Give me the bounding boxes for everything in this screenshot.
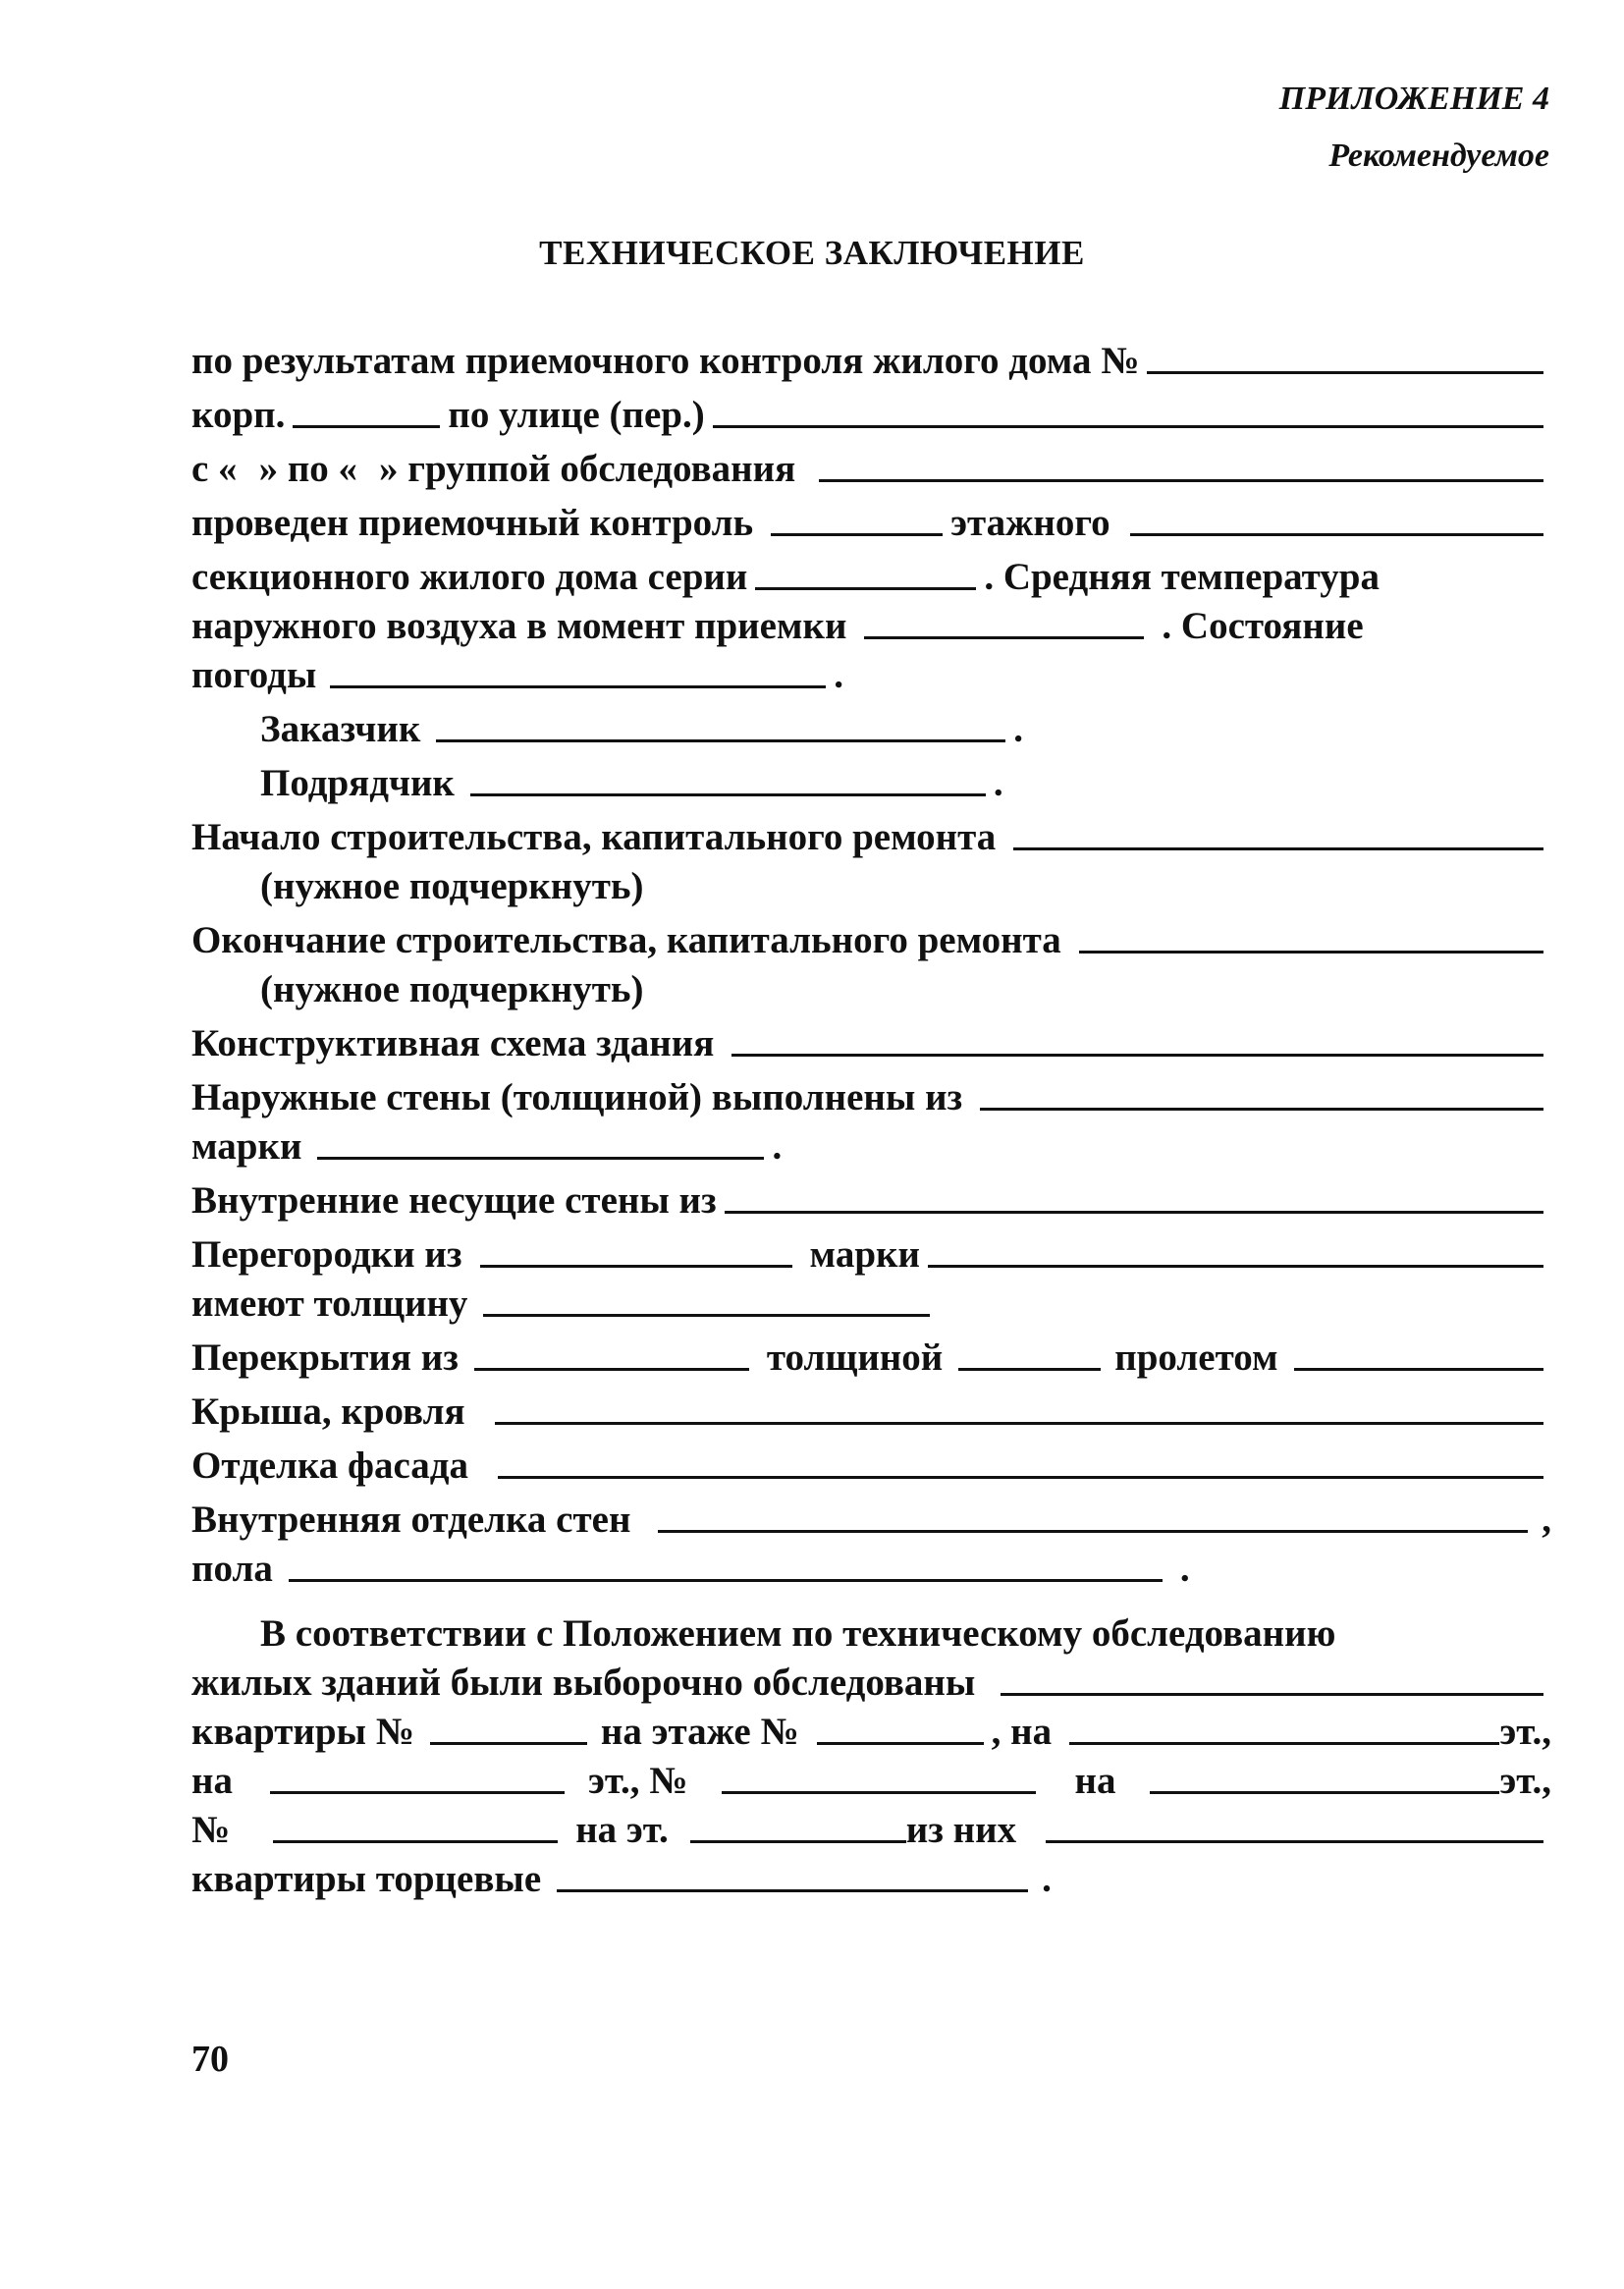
field-inner-walls[interactable] [725, 1211, 1543, 1214]
label-weather: погоды [191, 654, 317, 696]
field-roof[interactable] [495, 1422, 1543, 1425]
label-floors-thickness: толщиной [766, 1336, 944, 1379]
label-floor-no: на этаже № [600, 1711, 799, 1753]
field-floors-thickness[interactable] [958, 1368, 1101, 1371]
punct: . [772, 1125, 783, 1168]
label-floor-abbr: эт., [1499, 1711, 1551, 1753]
field-facade[interactable] [498, 1476, 1543, 1479]
field-of-them[interactable] [1046, 1840, 1543, 1843]
form-line [191, 805, 1551, 859]
form-line [191, 437, 1551, 491]
punct: . [993, 762, 1003, 804]
punct: . [1013, 708, 1024, 750]
field-partitions[interactable] [480, 1265, 792, 1268]
form-line [191, 599, 1551, 648]
field-on-floor[interactable] [1069, 1742, 1499, 1745]
label-on-floor-3: на эт. [575, 1809, 669, 1851]
label-street: по улице (пер.) [448, 394, 705, 436]
label-on: на [191, 1760, 233, 1802]
field-floor-4[interactable] [690, 1840, 906, 1843]
label-series: секционного жилого дома серии [191, 556, 748, 598]
form-line [191, 1277, 1551, 1326]
label-building: корп. [191, 394, 286, 436]
note-underline: (нужное подчеркнуть) [260, 865, 644, 907]
label-temperature: . Средняя температура [984, 556, 1380, 598]
paragraph-start: В соответствии с Положением по техническому обследованию [260, 1612, 1336, 1655]
label-air: наружного воздуха в момент приемки [191, 605, 847, 647]
form-line [191, 1169, 1551, 1223]
paragraph-cont: жилых зданий были выборочно обследованы [191, 1662, 976, 1704]
label-grade: марки [191, 1125, 302, 1168]
form-line [191, 1326, 1551, 1380]
form-line [191, 1852, 1551, 1901]
label-on: , на [991, 1711, 1053, 1753]
label-end: Окончание строительства, капитального ремонта [191, 919, 1061, 961]
label-contractor: Подрядчик [260, 762, 455, 804]
punct: . [1179, 1548, 1190, 1590]
form-line [191, 908, 1551, 962]
annex-header [1279, 71, 1549, 185]
form-line [191, 1119, 1551, 1169]
label-on-2: на [1074, 1760, 1116, 1802]
label-storey: этажного [950, 502, 1110, 544]
form-line [191, 1591, 1551, 1656]
form-line [191, 697, 1551, 751]
field-apartment-3[interactable] [273, 1840, 558, 1843]
form-line [191, 1065, 1551, 1119]
label-inner-walls: Внутренние несущие стены из [191, 1179, 717, 1222]
form-line [191, 1011, 1551, 1065]
form-line [191, 859, 1551, 908]
field-apartment[interactable] [430, 1742, 587, 1745]
field-house-number[interactable] [1147, 371, 1543, 374]
form-line [191, 1705, 1551, 1754]
label-start: Начало строительства, капитального ремонта [191, 816, 997, 858]
field-wall-finish[interactable] [658, 1530, 1528, 1533]
field-customer[interactable] [436, 739, 1005, 742]
field-floor-3[interactable] [1150, 1791, 1500, 1794]
document-title: ТЕХНИЧЕСКОЕ ЗАКЛЮЧЕНИЕ [539, 234, 1085, 272]
field-building[interactable] [293, 425, 440, 428]
field-weather[interactable] [330, 685, 826, 688]
field-floor-2[interactable] [270, 1791, 565, 1794]
label-roof: Крыша, кровля [191, 1390, 465, 1433]
field-survey-group[interactable] [819, 479, 1543, 482]
form-line [191, 491, 1551, 545]
label-end-apartments: квартиры торцевые [191, 1858, 542, 1900]
label-facade: Отделка фасада [191, 1444, 469, 1487]
field-temperature[interactable] [864, 636, 1144, 639]
punct: . [1042, 1858, 1052, 1900]
label-customer: Заказчик [260, 708, 421, 750]
label-apartment: квартиры № [191, 1711, 414, 1753]
annex-status: Рекомендуемое [1328, 137, 1549, 174]
field-structure[interactable] [731, 1054, 1543, 1057]
note-underline: (нужное подчеркнуть) [260, 968, 644, 1010]
label-floor-finish: пола [191, 1548, 273, 1590]
label-date-to: » по « [258, 448, 358, 490]
label-structure: Конструктивная схема здания [191, 1022, 715, 1064]
punct: , [1542, 1499, 1551, 1541]
form-line [191, 383, 1551, 437]
field-storey[interactable] [1130, 533, 1543, 536]
label-floors: Перекрытия из [191, 1336, 459, 1379]
label-floor-no-2: эт., № [587, 1760, 688, 1802]
label-number: № [191, 1809, 231, 1851]
form-line [191, 648, 1551, 697]
form-line [191, 1488, 1551, 1542]
form-line [191, 1223, 1551, 1277]
form-line [191, 751, 1551, 805]
label-acceptance: проведен приемочный контроль [191, 502, 754, 544]
form-line [191, 1754, 1551, 1803]
form-line [191, 1542, 1551, 1591]
form-line [191, 1380, 1551, 1434]
label-house-number: по результатам приемочного контроля жилого дома № [191, 340, 1140, 382]
label-wall-finish: Внутренняя отделка стен [191, 1499, 631, 1541]
field-floor-finish[interactable] [289, 1579, 1163, 1582]
annex-label: ПРИЛОЖЕНИЕ 4 [1278, 81, 1549, 117]
field-outer-walls[interactable] [980, 1108, 1543, 1111]
field-grade[interactable] [317, 1157, 764, 1160]
label-thickness: имеют толщину [191, 1282, 468, 1325]
label-outer-walls: Наружные стены (толщиной) выполнены из [191, 1076, 963, 1118]
label-condition: . Состояние [1162, 605, 1364, 647]
form-line [191, 1434, 1551, 1488]
field-start[interactable] [1013, 847, 1543, 850]
field-thickness[interactable] [483, 1314, 930, 1317]
form-body [191, 329, 1551, 1901]
form-line [191, 1656, 1551, 1705]
field-partitions-grade[interactable] [928, 1265, 1543, 1268]
field-series[interactable] [755, 587, 976, 590]
field-contractor[interactable] [470, 793, 986, 796]
field-floors-span[interactable] [1294, 1368, 1543, 1371]
label-partitions: Перегородки из [191, 1233, 462, 1276]
form-line [191, 962, 1551, 1011]
field-floor-no[interactable] [817, 1742, 984, 1745]
label-partitions-grade: марки [809, 1233, 920, 1276]
form-line [191, 329, 1551, 383]
field-apartment-2[interactable] [722, 1791, 1036, 1794]
page-number: 70 [191, 2039, 229, 2080]
label-floor-abbr-2: эт., [1499, 1760, 1551, 1802]
field-end-apartments[interactable] [557, 1889, 1028, 1892]
form-line [191, 1803, 1551, 1852]
label-floors-span: пролетом [1114, 1336, 1278, 1379]
punct: . [834, 654, 844, 696]
field-end[interactable] [1079, 951, 1543, 954]
label-of-them: из них [905, 1809, 1017, 1851]
field-floors[interactable] [474, 1368, 749, 1371]
field-floors-count[interactable] [771, 533, 943, 536]
form-line [191, 545, 1551, 599]
label-survey-group: » группой обследования [379, 448, 796, 490]
field-surveyed[interactable] [1001, 1693, 1543, 1696]
field-street[interactable] [713, 425, 1543, 428]
label-date-from: с « [191, 448, 238, 490]
